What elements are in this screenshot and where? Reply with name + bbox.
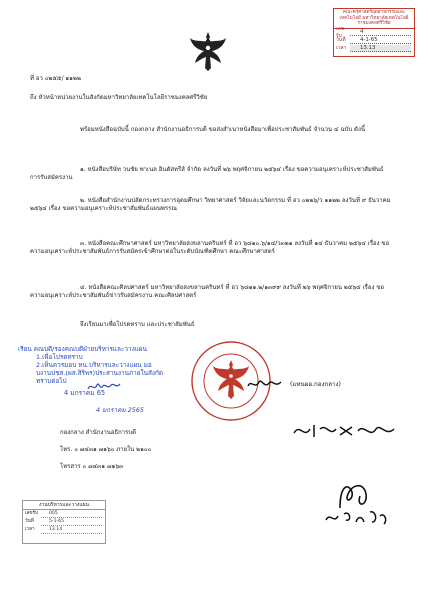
receipt-stamp-row bbox=[334, 26, 414, 39]
planning-stamp-value: 5-1-65 bbox=[41, 519, 102, 526]
handwritten-signature-icon bbox=[86, 380, 122, 394]
receipt-stamp-row bbox=[334, 37, 414, 45]
closing-line: จึงเรียนมาเพื่อโปรดทราบ และประชาสัมพันธ์ bbox=[80, 321, 195, 328]
receipt-stamp-value: 13.13 bbox=[350, 45, 411, 53]
list-item: ๓. หนังสือคณะศึกษาศาสตร์ มหาวิทยาลัยสงขลานครินทร์ ที่ อว ๖๘๑๐.๖/๑๔/ว๓๒๑ ลงวันที่ ๑๔ ธันวาคม ๒๕๖๔ เรื่อง ขอความอนุเคราะห์ประชาสัมพันธ์การรับสมัครเข้าศึกษาต่อในระดับบัณฑิตศึกษา คณะศึกษาศาสตร์ bbox=[30, 240, 390, 255]
planning-stamp-label: เลขรับ bbox=[25, 511, 38, 517]
fax-line: โทรสาร ๐ ๗๔๓๑ ๗๑๖๓ bbox=[60, 463, 124, 470]
list-item: ๑. หนังสือบริษัท วนชัย พาเนล อินดัสทรีส์ จำกัด ลงวันที่ ๒๖ พฤศจิกายน ๒๕๖๔ เรื่อง ขอความอนุเคราะห์ประชาสัมพันธ์การรับสมัครงาน bbox=[30, 166, 384, 181]
routing-note-line: เรียน คณบดี/รองคณบดีฝ่ายบริหารและวางแผน bbox=[18, 345, 147, 353]
planning-stamp-row bbox=[23, 510, 105, 518]
receipt-stamp-label: เลขรับ bbox=[336, 26, 345, 39]
receipt-stamp-label: วันที่ bbox=[336, 37, 346, 44]
planning-stamp-label: วันที่ bbox=[25, 519, 34, 525]
list-item: ๒. หนังสือสำนักงานปลัดกระทรวงการอุดมศึกษา วิทยาศาสตร์ วิจัยและนวัตกรรม ที่ อว ๐๒๒๖/ว ๑๑๒๒ ลงวันที่ ๙ ธันวาคม ๒๕๖๔ เรื่อง ขอความอนุเคราะห์ประชาสัมพันธ์แผนพรรณ bbox=[30, 197, 391, 212]
routing-note-line: 2.เห็นควรมอบ หน.บริหารและวางแผน มอบงานปชส.(ผส.สิริพร)ประสานงานภายในสังกัดทราบต่อไป bbox=[36, 361, 164, 385]
routing-note-line: 1.เพื่อโปรดทราบ bbox=[36, 353, 83, 361]
planning-stamp-label: เวลา bbox=[25, 527, 35, 533]
planning-receipt-stamp bbox=[22, 500, 106, 544]
planning-stamp-row bbox=[23, 526, 105, 534]
handwritten-date-icon bbox=[322, 506, 392, 528]
handwritten-note-icon bbox=[290, 419, 402, 443]
routing-note bbox=[18, 345, 170, 385]
receipt-stamp-value: 4-1-65 bbox=[350, 37, 411, 45]
recipient-line: ถึง หัวหน้าหน่วยงานในสังกัดมหาวิทยาลัยเทคโนโลยีราชมงคลศรีวิชัย bbox=[30, 94, 208, 101]
receipt-stamp-header: คณะครุศาสตร์อุตสาหกรรมและเทคโนโลยี มหาวิทยาลัยเทคโนโลยีราชมงคลศรีวิชัย bbox=[334, 9, 414, 29]
routing-note-date: 4 มกราคม 2565 bbox=[96, 406, 144, 414]
intro-paragraph: พร้อมหนังสือฉบับนี้ กองกลาง สำนักงานอธิการบดี ขอส่งสำเนาหนังสือมาเพื่อประชาสัมพันธ์ จำนวน ๔ ฉบับ ดังนี้ bbox=[80, 126, 365, 133]
planning-stamp-header: งานบริหารและวางแผน bbox=[23, 501, 105, 510]
receipt-stamp-label: เวลา bbox=[336, 45, 347, 52]
list-item: ๔. หนังสือคณะศิลปศาสตร์ มหาวิทยาลัยสงขลานครินทร์ ที่ อว ๖๘๑๑.๒/๑๓๙๙ ลงวันที่ ๒๖ พฤศจิกายน ๒๕๖๔ เรื่อง ขอความอนุเคราะห์ประชาสัมพันธ์ข่าวรับสมัครงาน คณะศิลปศาสตร์ bbox=[30, 284, 385, 299]
receipt-stamp-value: 4 bbox=[350, 29, 411, 37]
garuda-emblem-icon bbox=[188, 30, 228, 72]
planning-stamp-value: 13.14 bbox=[41, 527, 102, 534]
receipt-stamp-row bbox=[334, 45, 414, 53]
document-number: ที่ อว ๐๒๕๕/ ๑๑๒๒ bbox=[30, 75, 81, 82]
signatory-label: (แทนผอ.กองกลาง) bbox=[290, 381, 341, 388]
planning-stamp-value: 005 bbox=[41, 511, 102, 518]
telephone-line: โทร. ๐ ๗๔๓๑ ๗๑๖๐ ภายใน ๒๑๐๐ bbox=[60, 446, 152, 453]
planning-stamp-row bbox=[23, 518, 105, 526]
receipt-stamp bbox=[333, 8, 415, 57]
signature-scribble-icon bbox=[245, 376, 285, 392]
office-name: กองกลาง สำนักงานอธิการบดี bbox=[60, 429, 137, 436]
routing-note-date: 4 มกราคม 65 bbox=[64, 389, 106, 397]
